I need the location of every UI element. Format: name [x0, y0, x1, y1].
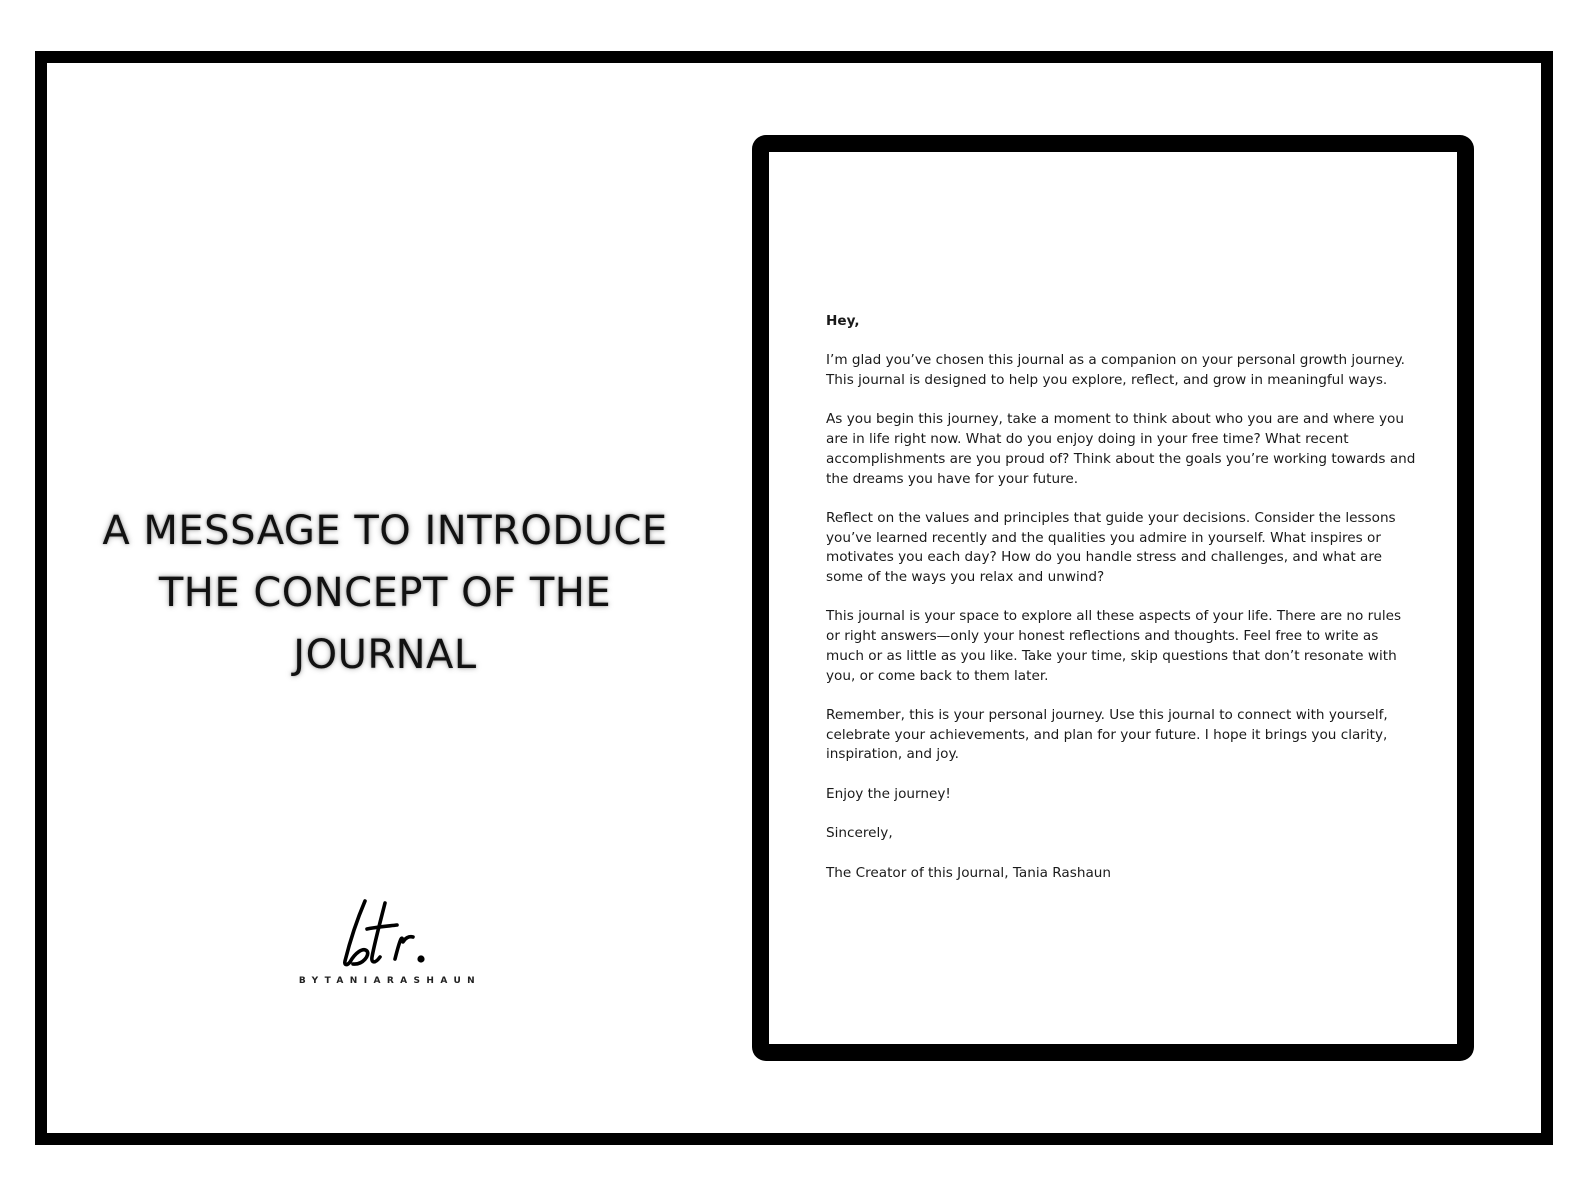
letter-signature: The Creator of this Journal, Tania Rashaun — [826, 864, 1112, 881]
letter-signoff: Sincerely, — [826, 825, 893, 842]
letter-paragraph: Remember, this is your personal journey. Use this journal to connect with yourself, celebrate your achievements, and plan for your future. I hope it brings you clarity, inspiration, and joy. — [826, 706, 1388, 763]
intro-letter — [826, 312, 1416, 903]
letter-closing: Enjoy the journey! — [826, 785, 951, 802]
letter-paragraph: I’m glad you’ve chosen this journal as a companion on your personal growth journey. This journal is designed to help you explore, reflect, and grow in meaningful ways. — [826, 352, 1405, 389]
btr-signature-logo — [335, 895, 445, 970]
letter-paragraph: As you begin this journey, take a moment to think about who you are and where you are in life right now. What do you enjoy doing in your free time? What recent accomplishments are you proud of? Think about the goals you’re working towards and the dreams you have for your future. — [826, 411, 1416, 487]
letter-greeting: Hey, — [826, 313, 860, 329]
logo-wordmark: BYTANIARASHAUN — [298, 976, 482, 986]
letter-paragraph: Reflect on the values and principles that guide your decisions. Consider the lessons you’ve learned recently and the qualities you admire in yourself. What inspires or motivates you each day? How do you handle stress and challenges, and what are some of the ways you relax and unwind? — [826, 509, 1396, 586]
logo-dot — [417, 955, 424, 962]
brand-logo — [270, 895, 510, 986]
page-title: A MESSAGE TO INTRODUCE THE CONCEPT OF THE JOURNAL — [102, 508, 668, 678]
letter-paragraph: This journal is your space to explore all these aspects of your life. There are no rules or right answers—only your honest reflections and thoughts. Feel free to write as much or as little as you like. Take your time, skip questions that don’t resonate with you, or come back to them later. — [826, 608, 1402, 684]
